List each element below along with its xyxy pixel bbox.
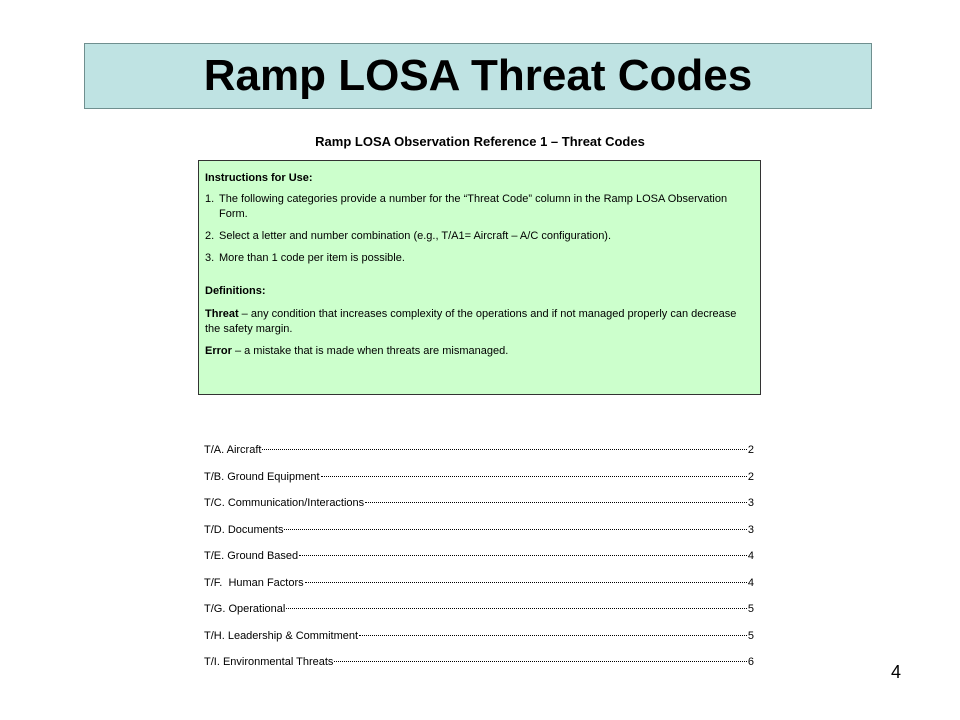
toc-leader-dots bbox=[321, 475, 747, 477]
definition-threat bbox=[205, 307, 754, 337]
toc-leader-dots bbox=[299, 554, 747, 556]
toc-leader-dots bbox=[305, 581, 747, 583]
instruction-text: Select a letter and number combination (e.g., T/A1= Aircraft – A/C configuration). bbox=[219, 230, 612, 242]
toc-label: T/F. Human Factors bbox=[204, 576, 304, 589]
toc-entry bbox=[204, 656, 754, 683]
definition-error bbox=[205, 344, 754, 359]
toc-label: T/E. Ground Based bbox=[204, 550, 299, 562]
slide-title: Ramp LOSA Threat Codes bbox=[203, 51, 753, 100]
instruction-number: 3. bbox=[205, 252, 215, 264]
toc-leader-dots bbox=[365, 501, 747, 503]
reference-subtitle: Ramp LOSA Observation Reference 1 – Threat Codes bbox=[315, 134, 645, 149]
toc-label: T/H. Leadership & Commitment bbox=[204, 629, 359, 642]
toc-leader-dots bbox=[334, 660, 746, 662]
toc-page: 2 bbox=[747, 444, 754, 456]
instruction-text: The following categories provide a number for the “Threat Code” column in the Ramp LOSA Observation Form. bbox=[219, 193, 728, 220]
toc-page: 6 bbox=[747, 656, 754, 668]
toc-page: 5 bbox=[747, 629, 754, 642]
instruction-number: 2. bbox=[205, 230, 215, 242]
toc-leader-dots bbox=[262, 448, 746, 450]
definition-text: – any condition that increases complexity of the operations and if not managed properly can decrease the safety margin. bbox=[205, 308, 737, 335]
toc-entry bbox=[204, 577, 754, 604]
toc-leader-dots bbox=[359, 634, 747, 636]
instruction-item bbox=[205, 251, 754, 266]
toc-entry bbox=[204, 603, 754, 630]
toc-page: 3 bbox=[747, 523, 754, 536]
instructions-heading: Instructions for Use: bbox=[205, 172, 313, 184]
toc-entry bbox=[204, 524, 754, 551]
title-banner bbox=[84, 43, 872, 109]
instructions-box bbox=[198, 160, 761, 395]
toc-page: 3 bbox=[747, 497, 754, 509]
toc-label: T/I. Environmental Threats bbox=[204, 656, 334, 668]
toc-page: 4 bbox=[747, 550, 754, 562]
toc-entry bbox=[204, 630, 754, 657]
instructions-list bbox=[205, 192, 754, 266]
toc-label: T/B. Ground Equipment bbox=[204, 470, 320, 483]
instruction-item bbox=[205, 229, 754, 244]
toc-label: T/G. Operational bbox=[204, 603, 286, 615]
toc-entry bbox=[204, 444, 754, 471]
toc-page: 2 bbox=[747, 470, 754, 483]
definitions-heading: Definitions: bbox=[205, 285, 266, 297]
slide-number: 4 bbox=[891, 662, 902, 682]
table-of-contents bbox=[204, 444, 754, 683]
toc-entry bbox=[204, 471, 754, 498]
instruction-item bbox=[205, 192, 754, 222]
toc-label: T/A. Aircraft bbox=[204, 444, 262, 456]
definition-term: Error bbox=[205, 345, 232, 357]
instruction-number: 1. bbox=[205, 193, 215, 205]
toc-leader-dots bbox=[284, 528, 746, 530]
toc-entry bbox=[204, 497, 754, 524]
definition-text: – a mistake that is made when threats are mismanaged. bbox=[231, 345, 509, 357]
instruction-text: More than 1 code per item is possible. bbox=[219, 252, 405, 264]
toc-label: T/C. Communication/Interactions bbox=[204, 497, 365, 509]
toc-entry bbox=[204, 550, 754, 577]
toc-page: 5 bbox=[747, 603, 754, 615]
toc-leader-dots bbox=[286, 607, 747, 609]
toc-page: 4 bbox=[747, 576, 754, 589]
toc-label: T/D. Documents bbox=[204, 523, 284, 536]
definition-term: Threat bbox=[205, 308, 239, 320]
